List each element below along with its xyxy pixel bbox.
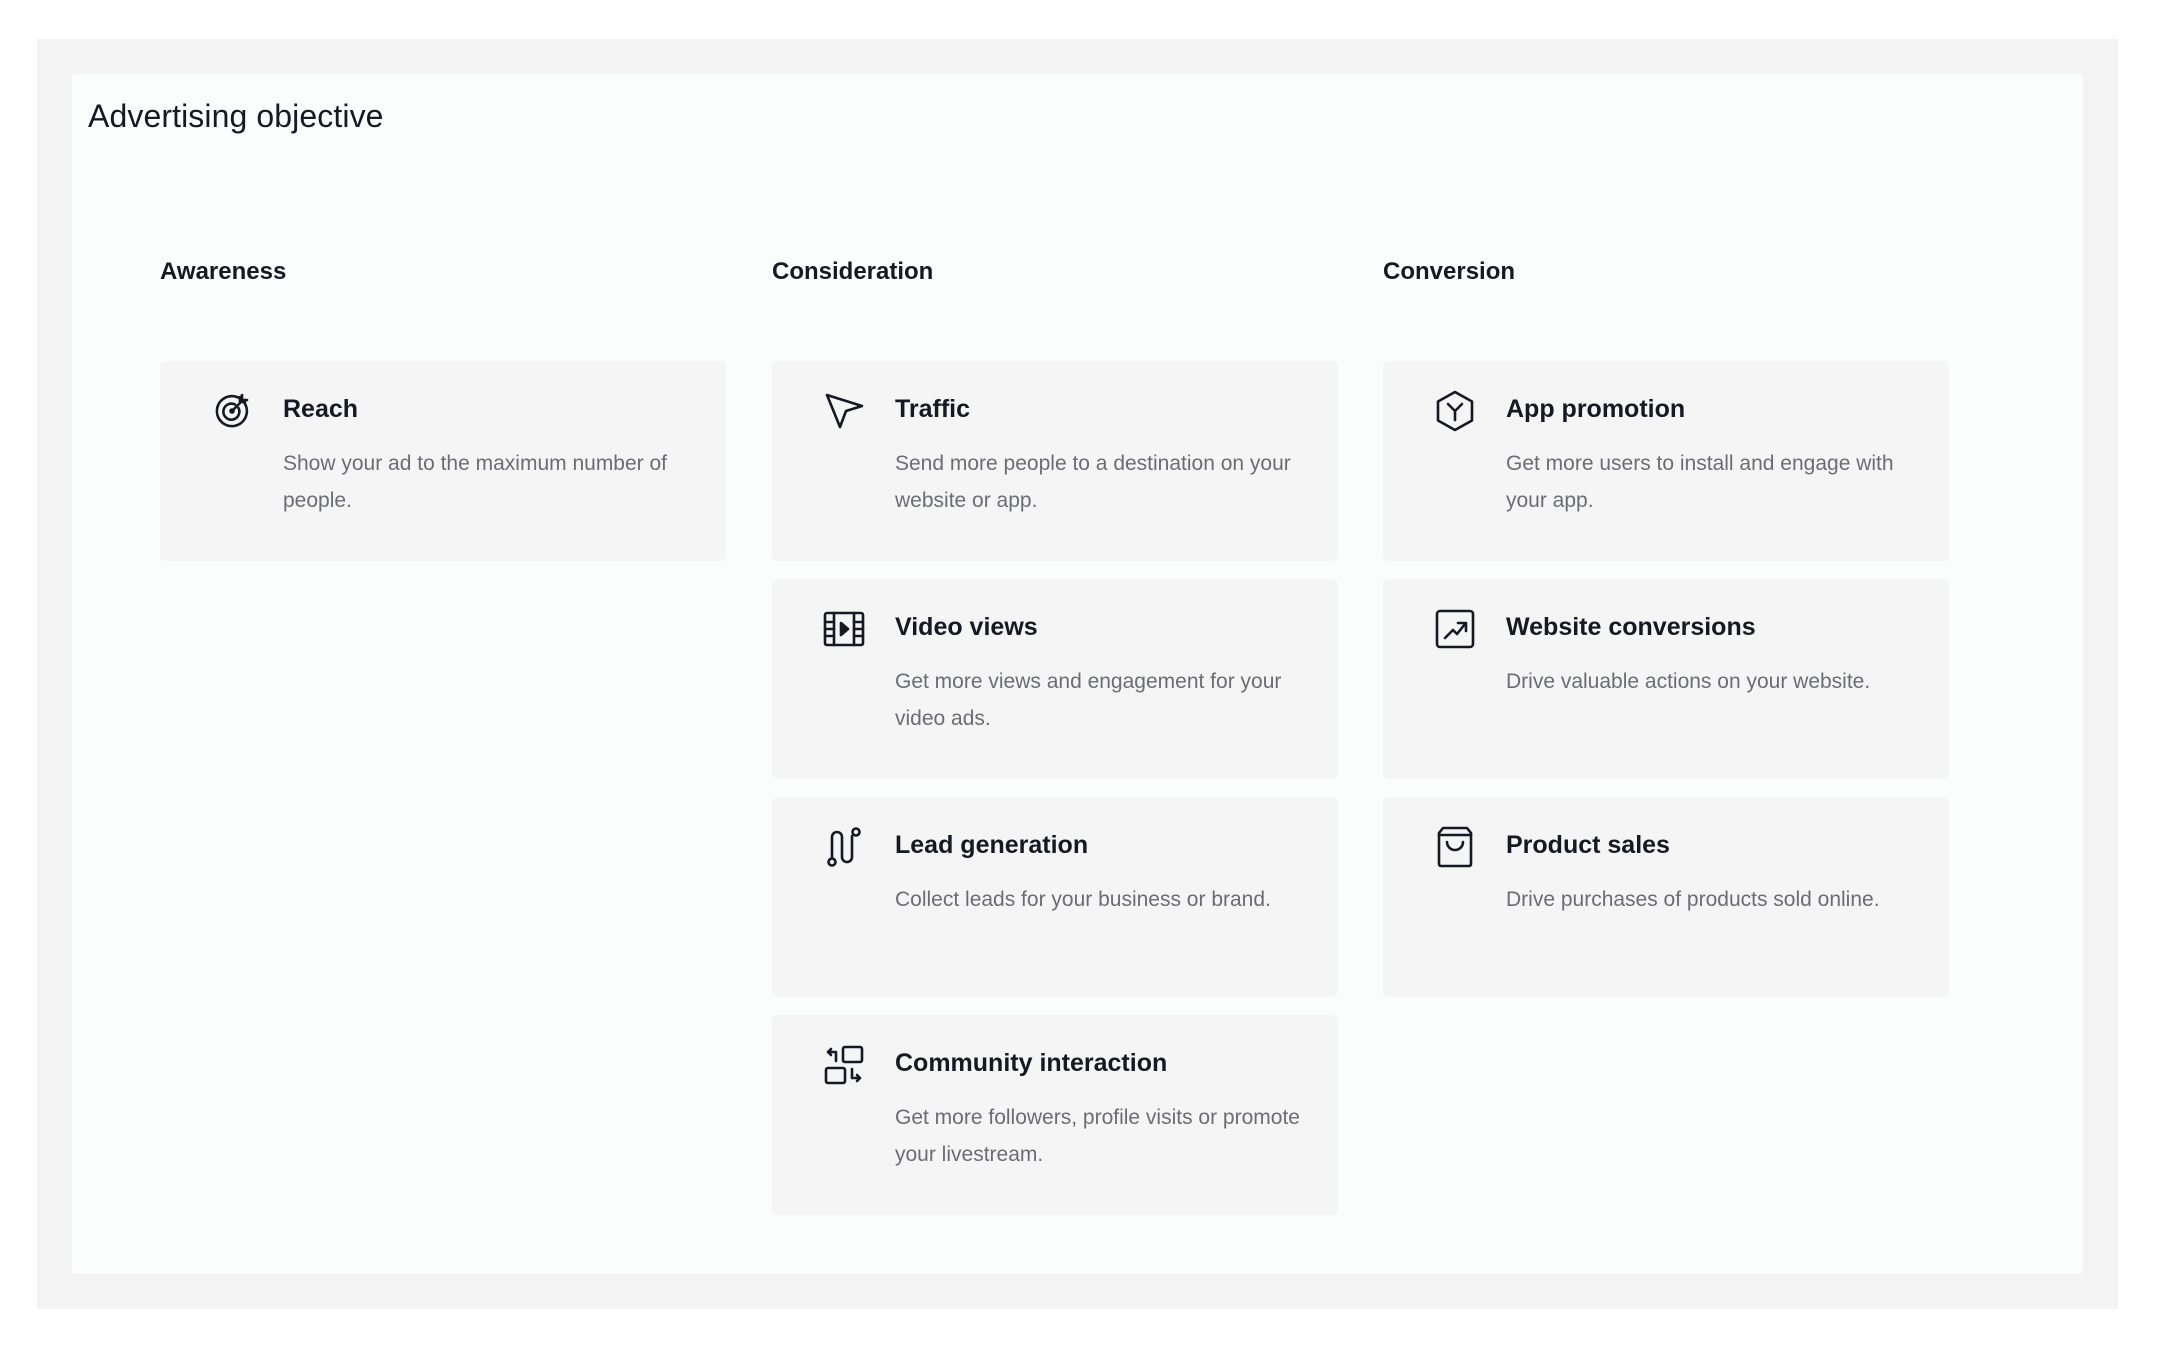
column-heading-awareness: Awareness bbox=[160, 258, 287, 285]
shopping-bag-icon bbox=[1433, 825, 1477, 869]
column-heading-consideration: Consideration bbox=[772, 258, 934, 285]
app-icon bbox=[1433, 389, 1477, 433]
trend-icon bbox=[1433, 607, 1477, 651]
route-icon bbox=[822, 825, 866, 869]
objective-card-app-promotion[interactable] bbox=[1383, 361, 1949, 561]
card-title: Reach bbox=[283, 395, 359, 423]
objective-card-video-views[interactable] bbox=[772, 579, 1338, 779]
card-description: Drive purchases of products sold online. bbox=[1506, 888, 1880, 911]
card-title: Lead generation bbox=[895, 831, 1089, 859]
card-description: Get more followers, profile visits or promote your livestream. bbox=[895, 1106, 1300, 1166]
card-description: Get more views and engagement for your video ads. bbox=[895, 670, 1282, 730]
card-description: Send more people to a destination on your website or app. bbox=[895, 452, 1291, 512]
objective-card-community-interaction[interactable] bbox=[772, 1015, 1338, 1215]
card-description: Show your ad to the maximum number of people. bbox=[283, 452, 668, 512]
card-title: Product sales bbox=[1506, 831, 1670, 859]
card-description: Collect leads for your business or brand. bbox=[895, 888, 1271, 911]
objective-card-traffic[interactable] bbox=[772, 361, 1338, 561]
card-title: Website conversions bbox=[1506, 613, 1756, 641]
objective-card-reach[interactable] bbox=[160, 361, 726, 561]
community-icon bbox=[822, 1043, 866, 1087]
objective-card-lead-generation[interactable] bbox=[772, 797, 1338, 997]
column-heading-conversion: Conversion bbox=[1383, 258, 1516, 285]
target-icon bbox=[210, 389, 254, 433]
card-description: Drive valuable actions on your website. bbox=[1506, 670, 1871, 693]
video-icon bbox=[822, 607, 866, 651]
card-title: Video views bbox=[895, 613, 1038, 641]
card-title: App promotion bbox=[1506, 395, 1686, 423]
objective-card-website-conversions[interactable] bbox=[1383, 579, 1949, 779]
card-description: Get more users to install and engage with your app. bbox=[1506, 452, 1894, 512]
page-title: Advertising objective bbox=[88, 98, 384, 134]
cursor-icon bbox=[822, 389, 866, 433]
card-title: Community interaction bbox=[895, 1049, 1168, 1077]
objective-card-product-sales[interactable] bbox=[1383, 797, 1949, 997]
card-title: Traffic bbox=[895, 395, 971, 423]
